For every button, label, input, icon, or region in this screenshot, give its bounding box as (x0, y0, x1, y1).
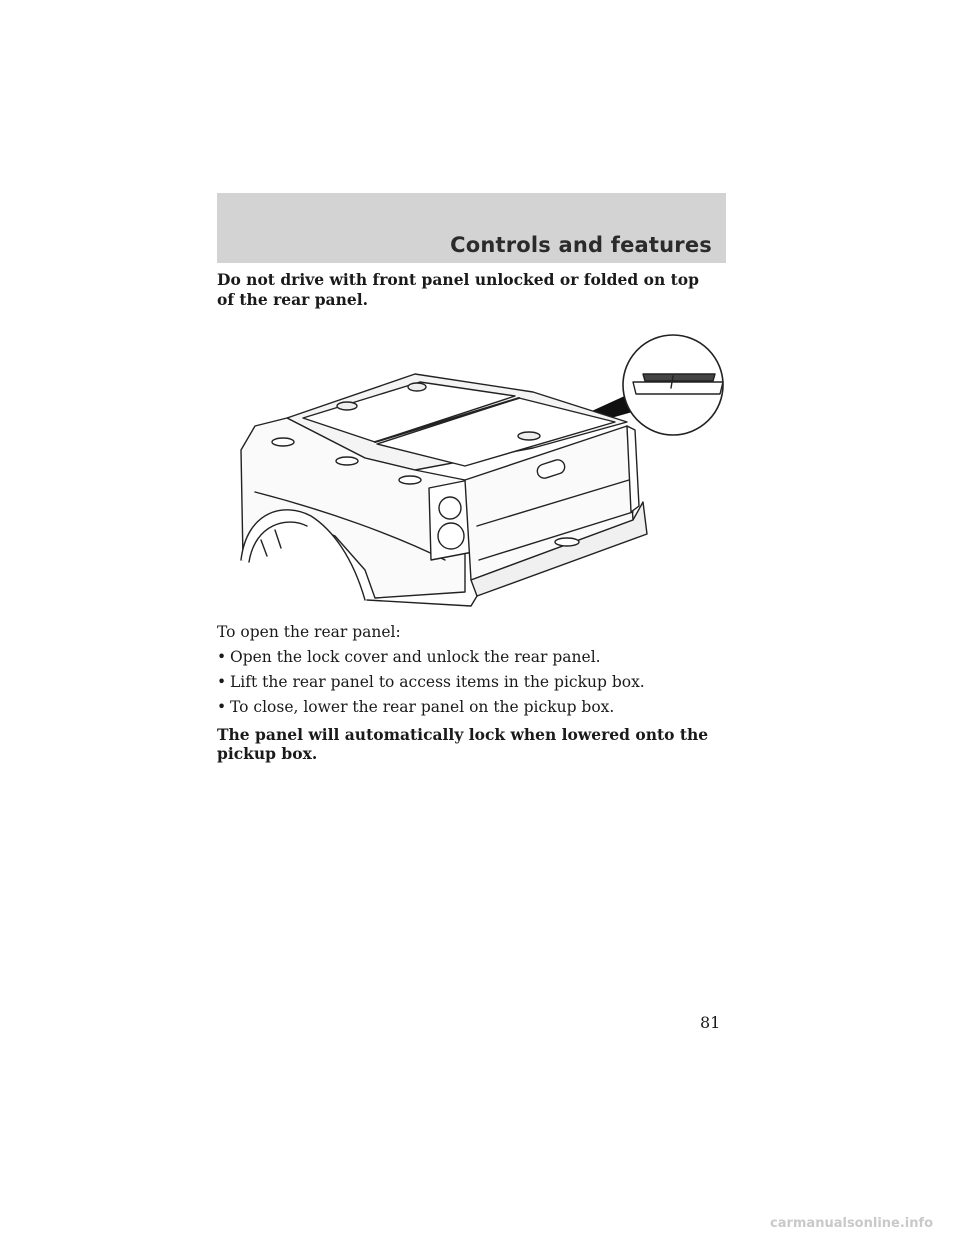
watermark: carmanualsonline.info (770, 1216, 934, 1231)
step-text: To close, lower the rear panel on the pickup box. (230, 698, 615, 716)
list-item (217, 697, 645, 717)
step-text: Lift the rear panel to access items in the pickup box. (230, 673, 645, 691)
intro-text: To open the rear panel: (217, 623, 401, 641)
pickup-box-tonneau-cover-icon (215, 330, 727, 610)
page-number: 81 (700, 1013, 721, 1032)
warning-text: Do not drive with front panel unlocked or folded on top of the rear panel. (217, 270, 699, 309)
pickup-box-illustration (215, 330, 727, 610)
bullet: • (217, 673, 227, 691)
list-item (217, 647, 645, 667)
section-header-band (217, 193, 726, 263)
step-text: Open the lock cover and unlock the rear panel. (230, 648, 601, 666)
section-title: Controls and features (450, 233, 712, 257)
note-text: The panel will automatically lock when lowered onto the pickup box. (217, 725, 709, 763)
steps-list (217, 647, 645, 722)
list-item (217, 672, 645, 692)
bullet: • (217, 648, 227, 666)
bullet: • (217, 698, 227, 716)
